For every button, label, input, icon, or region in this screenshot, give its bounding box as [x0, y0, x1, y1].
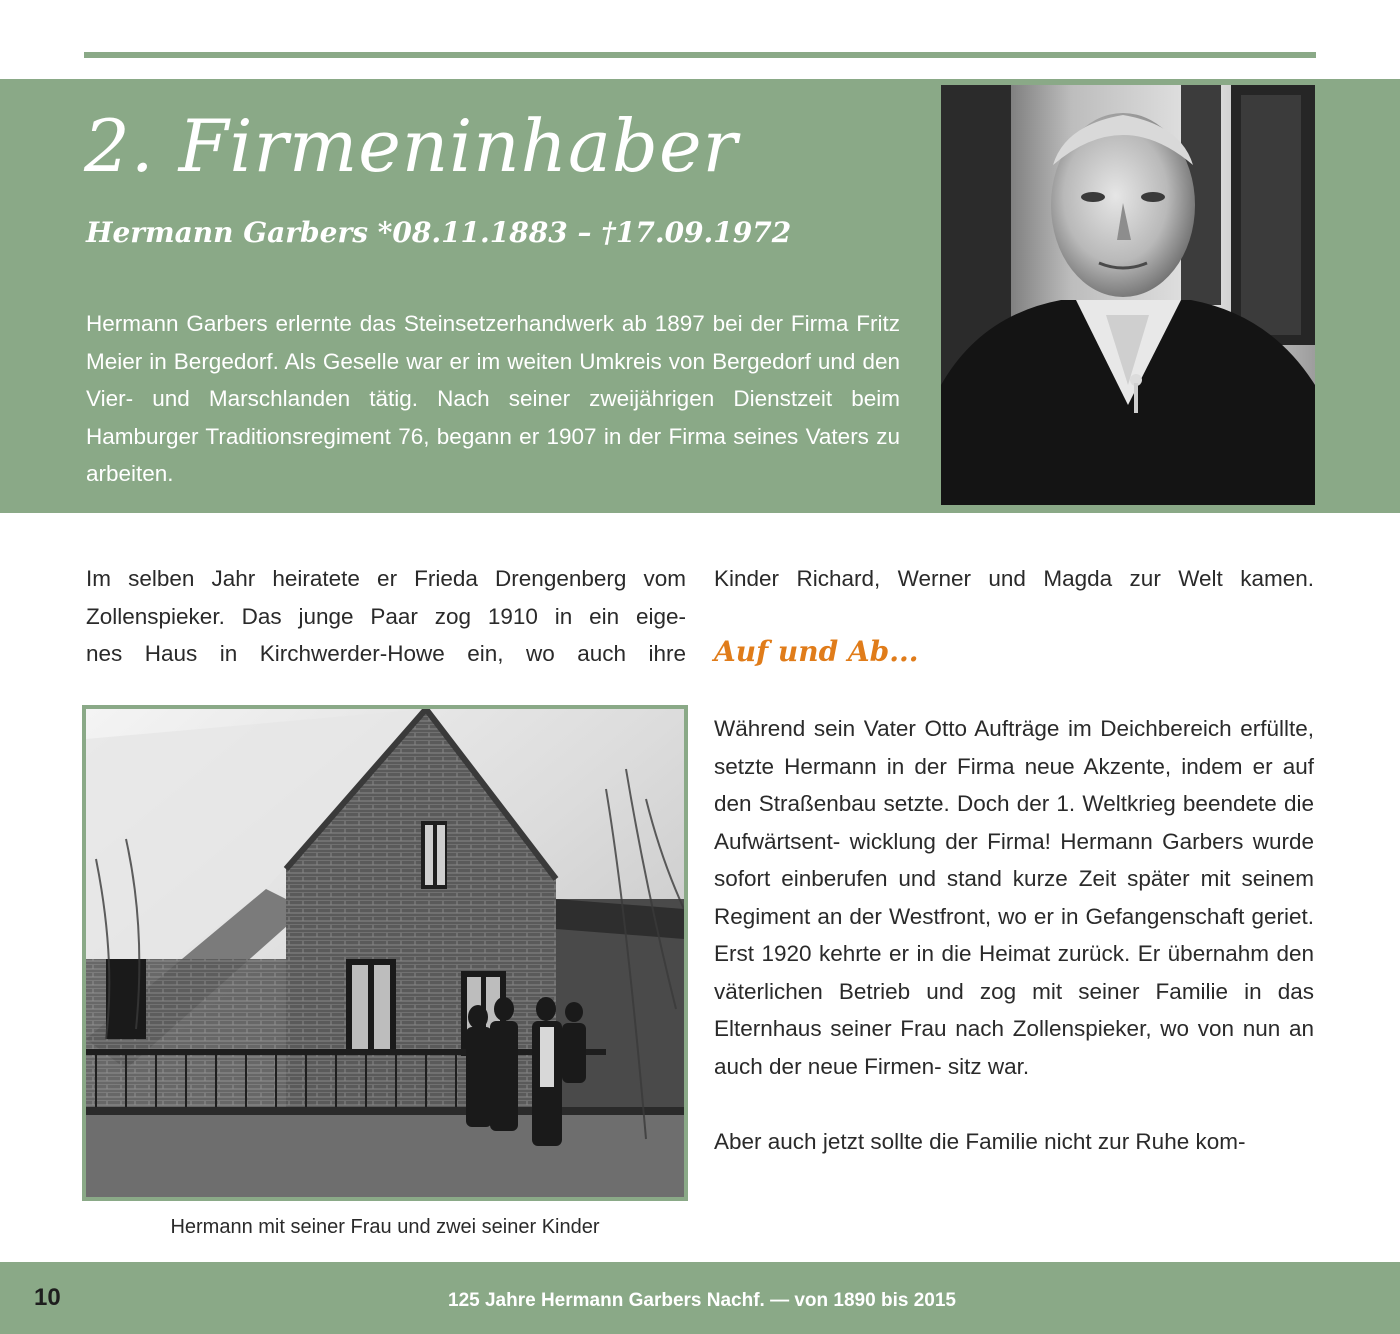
house-photo [82, 705, 688, 1201]
right-line: seiner Familie in das Elternhaus seiner Frau nach [714, 978, 1314, 1041]
left-line: Zollenspieker. Das junge Paar zog 1910 in ein eige- [86, 603, 686, 629]
right-line: Während sein Vater Otto Aufträge im Deichbereich [714, 716, 1232, 741]
chapter-subtitle: Hermann Garbers *08.11.1883 – †17.09.1972 [86, 216, 792, 249]
top-rule [84, 52, 1316, 58]
intro-paragraph: Hermann Garbers erlernte das Steinsetzerhandwerk ab 1897 bei der Firma Fritz Meier in Bergedorf. Als Geselle war er im weiten Umkreis von Bergedorf und den Vier- und Marschlanden tätig. Nach seiner zweijährigen Dienstzeit beim Hamburger Traditionsregiment 76, begann er 1907 in der Firma seines Vaters zu arbeiten. [86, 311, 900, 486]
footer-text: 125 Jahre Hermann Garbers Nachf. — von 1890 bis 2015 [448, 1290, 956, 1311]
left-line: Im selben Jahr heiratete er Frieda Drengenberg vom [86, 566, 686, 591]
left-column-text [86, 560, 686, 673]
paragraph-gap [714, 1085, 1314, 1123]
right-line: Kinder Richard, Werner und Magda zur Welt kamen. [714, 566, 1314, 591]
right-column-body [714, 710, 1314, 1160]
section-heading: Auf und Ab... [714, 635, 919, 668]
right-line: einberufen und stand kurze Zeit später mit seinem [781, 866, 1314, 891]
right-line: Aber auch jetzt sollte die Familie nicht zur Ruhe kom- [714, 1128, 1246, 1154]
page-number: 10 [34, 1284, 61, 1311]
right-line: sitz war. [947, 1053, 1030, 1079]
right-line: geriet. Erst 1920 kehrte er in die Heimat zurück. [714, 903, 1314, 966]
right-line: Regiment an der Westfront, wo er in Gefangenschaft [714, 903, 1245, 929]
right-line: erfüllte, setzte Hermann in der Firma neue Akzente, [714, 716, 1314, 779]
portrait-photo [941, 85, 1315, 505]
chapter-title: 2. Firmeninhaber [84, 104, 739, 188]
right-line: Doch der 1. Weltkrieg beendete die Aufwärtsent- [714, 791, 1314, 854]
right-line: indem er auf den Straßenbau setzte. [714, 753, 1314, 816]
right-line: Er übernahm den väterlichen Betrieb und zog mit [714, 941, 1314, 1004]
photo-caption: Hermann mit seiner Frau und zwei seiner Kinder [170, 1216, 600, 1238]
right-column-first-line [714, 560, 1314, 598]
left-line: nes Haus in Kirchwerder-Howe ein, wo auch ihre [86, 641, 686, 666]
right-line: Zollenspieker, wo von nun an auch der neue Firmen- [714, 1016, 1315, 1079]
right-line: wicklung der Firma! Hermann Garbers wurde sofort [714, 828, 1314, 891]
